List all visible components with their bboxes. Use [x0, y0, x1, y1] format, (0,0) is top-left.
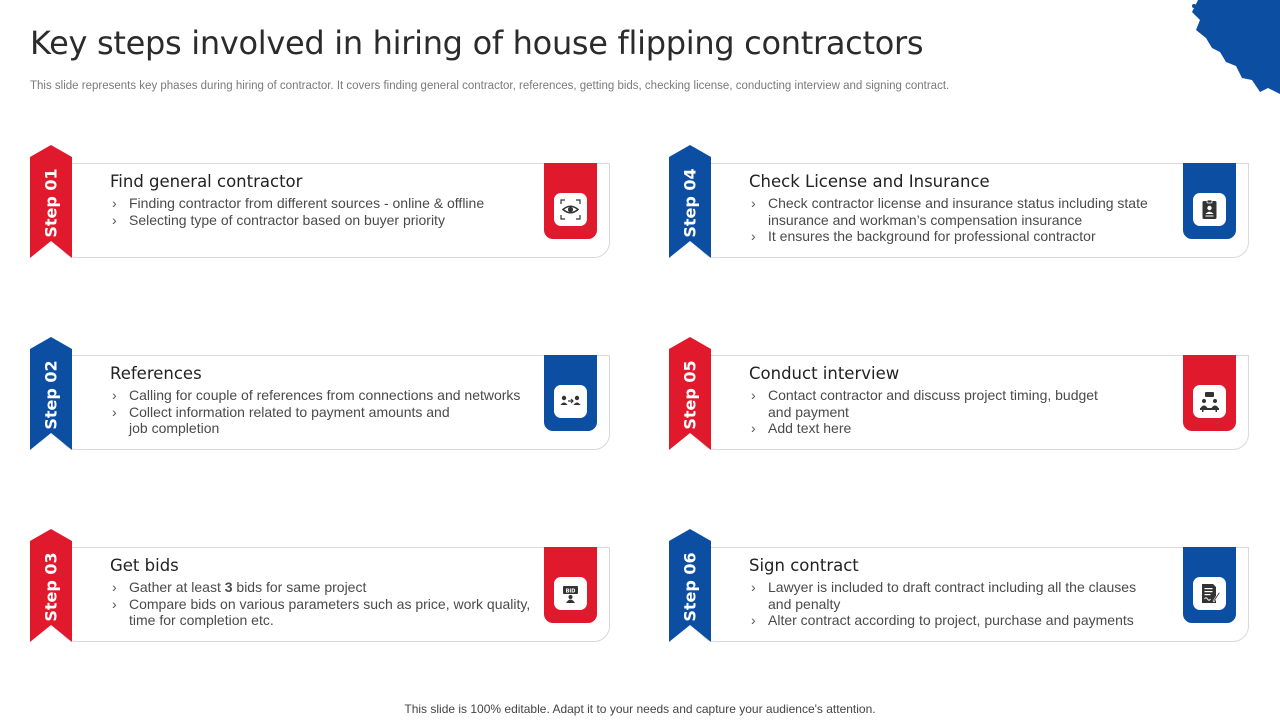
bullet-item: › Finding contractor from different sources - online & offline: [110, 195, 550, 212]
footer-note: This slide is 100% editable. Adapt it to your needs and capture your audience's attention.: [404, 702, 876, 716]
step-card-03: [30, 529, 610, 642]
step-bullets: [110, 579, 550, 629]
step-ribbon: [669, 145, 711, 258]
step-label: Step 06: [680, 552, 700, 622]
bullet-item: › Compare bids on various parameters such as price, work quality, time for completion etc.: [110, 596, 549, 629]
step-title: References: [110, 364, 202, 383]
step-title: Find general contractor: [110, 172, 303, 191]
step-title: Sign contract: [749, 556, 859, 575]
step-ribbon: [30, 529, 72, 642]
step-card-02: [30, 337, 610, 450]
id-license-icon: [1199, 199, 1220, 220]
step-ribbon: [669, 529, 711, 642]
step-label: Step 01: [41, 168, 61, 238]
icon-tab: [1183, 547, 1236, 623]
step-title: Conduct interview: [749, 364, 900, 383]
step-card-06: [669, 529, 1249, 642]
step-ribbon: [30, 337, 72, 450]
corner-map-decoration: [1190, 0, 1280, 96]
svg-text:BID: BID: [565, 588, 576, 595]
icon-tab: [544, 163, 597, 239]
bullet-item: › Lawyer is included to draft contract including all the clauses and penalty: [749, 579, 1158, 612]
step-card-05: [669, 337, 1249, 450]
page-subtitle: This slide represents key phases during hiring of contractor. It covers finding general contractor, references, getting bids, checking license, conducting interview and signing contract.: [30, 80, 950, 92]
bid-sign-icon: [560, 583, 581, 604]
step-bullets: [749, 387, 1189, 437]
bullet-item: › Calling for couple of references from connections and networks: [110, 387, 550, 404]
bullet-item: › It ensures the background for professional contractor: [749, 228, 1189, 245]
people-exchange-icon: [560, 391, 581, 412]
step-bullets: [749, 579, 1189, 629]
step-title: Get bids: [110, 556, 179, 575]
step-bullets: [110, 387, 550, 437]
step-label: Step 02: [41, 360, 61, 430]
icon-tab: [544, 547, 597, 623]
page-title: Key steps involved in hiring of house flipping contractors: [30, 24, 924, 62]
step-card-04: [669, 145, 1249, 258]
bullet-item: › Add text here: [749, 420, 1189, 437]
step-ribbon: [669, 337, 711, 450]
bullet-item: › Gather at least 3 bids for same project: [110, 579, 550, 596]
bullet-item: › Collect information related to payment amounts and job completion: [110, 404, 459, 437]
bullet-item: › Check contractor license and insurance status including state insurance and workman’s compensation insurance: [749, 195, 1158, 228]
step-card-01: [30, 145, 610, 258]
step-bullets: [749, 195, 1189, 245]
bullet-item: › Alter contract according to project, purchase and payments: [749, 612, 1189, 629]
step-label: Step 05: [680, 360, 700, 430]
step-bullets: [110, 195, 550, 228]
contract-sign-icon: [1199, 583, 1220, 604]
interview-icon: [1199, 391, 1220, 412]
step-ribbon: [30, 145, 72, 258]
icon-tab: [1183, 163, 1236, 239]
bullet-item: › Contact contractor and discuss project timing, budget and payment: [749, 387, 1118, 420]
icon-tab: [1183, 355, 1236, 431]
step-label: Step 03: [41, 552, 61, 622]
bid-count: 3: [224, 579, 233, 595]
step-label: Step 04: [680, 168, 700, 238]
icon-tab: [544, 355, 597, 431]
bullet-item: › Selecting type of contractor based on buyer priority: [110, 212, 550, 229]
step-title: Check License and Insurance: [749, 172, 990, 191]
eye-search-icon: [560, 199, 581, 220]
